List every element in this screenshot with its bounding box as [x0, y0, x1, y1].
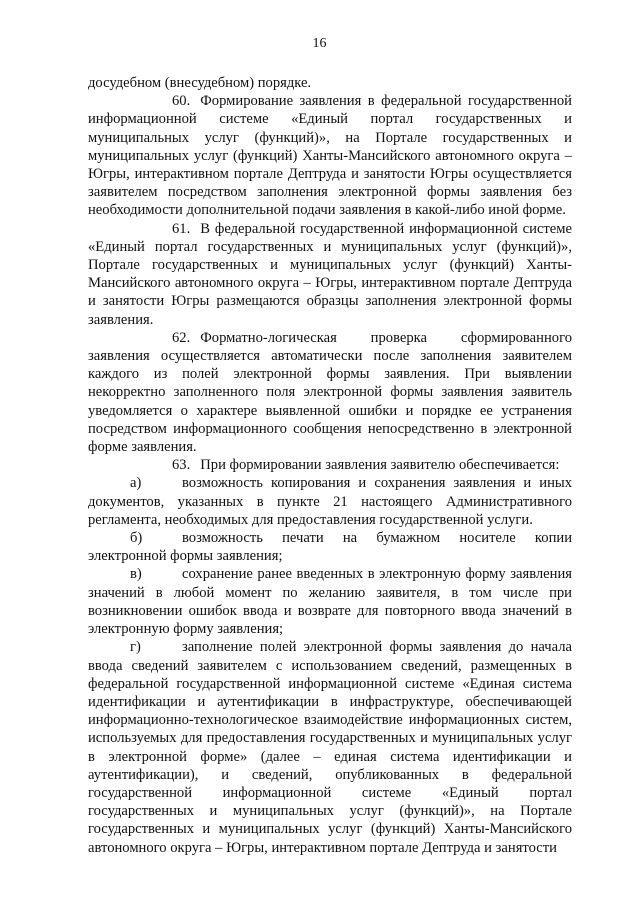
- paragraph-62: [88, 329, 572, 456]
- subparagraph-a: [88, 474, 572, 529]
- paragraph-61-text: В федеральной государственной информационной системе «Единый портал государственных и муниципальных услуг (функций)», Портале государственных и муниципальных услуг (функций) Ханты-Мансийского автономного округа – Югры, интерактивном портале Дептруда и занятости Югры размещаются образцы заполнения электронной формы заявления.: [88, 220, 572, 328]
- paragraph-61: [88, 220, 572, 329]
- paragraph-continuation: досудебном (внесудебном) порядке.: [88, 75, 312, 91]
- subparagraph-a-letter: а): [130, 475, 142, 492]
- subparagraph-v-text: сохранение ранее введенных в электронную форму заявления значений в любой момент по желанию заявителя, в том числе при возникновении ошибок ввода и возврате для повторного ввода значений в электронную форму заявления;: [88, 566, 572, 638]
- subparagraph-g-text: заполнение полей электронной формы заявления до начала ввода сведений заявителем с использованием сведений, размещенных в федеральной государственной информационной системе «Единая система идентификации и аутентификации в инфраструктуре, обеспечивающей информационно-технологическое взаимодействие информационных систем, используемых для предоставления государственных и муниципальных услуг в электронной форме» (далее – единая система идентификации и аутентификации), и сведений, опубликованных в федеральной государственной информационной системе «Единый портал государственных и муниципальных услуг (функций)», на Портале государственных и муниципальных услуг (функций) Ханты-Мансийского автономного округа – Югры, интерактивном портале Дептруда и занятости: [88, 639, 572, 856]
- subparagraph-b-text: возможность печати на бумажном носителе копии электронной формы заявления;: [88, 530, 572, 565]
- paragraph-60: [88, 92, 572, 219]
- subparagraph-g-letter: г): [130, 639, 141, 656]
- subparagraph-a-text: возможность копирования и сохранения заявления и иных документов, указанных в пункте 21 настоящего Административного регламента, необходимых для предоставления государственной услуги.: [88, 475, 572, 528]
- subparagraph-g: [88, 638, 572, 856]
- paragraph-62-number: 62.: [172, 329, 191, 346]
- page-number: 16: [312, 36, 327, 51]
- document-body: [88, 74, 572, 857]
- paragraph-63-number: 63.: [172, 457, 191, 474]
- paragraph-60-number: 60.: [172, 93, 191, 110]
- subparagraph-v-letter: в): [130, 566, 142, 583]
- subparagraph-b: [88, 529, 572, 565]
- paragraph-62-text: Форматно-логическая проверка сформированного заявления осуществляется автоматически после заполнения заявителем каждого из полей электронной формы заявления. При выявлении некорректно заполненного поля электронной формы заявления заявитель уведомляется о характере выявленной ошибки и порядке ее устранения посредством информационного сообщения непосредственно в электронной форме заявления.: [88, 329, 572, 456]
- paragraph-63: [88, 456, 572, 474]
- paragraph-60-text: Формирование заявления в федеральной государственной информационной системе «Единый портал государственных и муниципальных услуг (функций)», на Портале государственных и муниципальных услуг (функций) Ханты-Мансийского автономного округа – Югры, интерактивном портале Дептруда и занятости Югры осуществляется заявителем посредством заполнения электронной формы заявления без необходимости дополнительной подачи заявления в какой-либо иной форме.: [88, 93, 572, 219]
- paragraph-63-text: При формировании заявления заявителю обеспечивается:: [200, 457, 560, 474]
- subparagraph-b-letter: б): [130, 530, 143, 547]
- paragraph-61-number: 61.: [172, 220, 191, 237]
- subparagraph-v: [88, 565, 572, 638]
